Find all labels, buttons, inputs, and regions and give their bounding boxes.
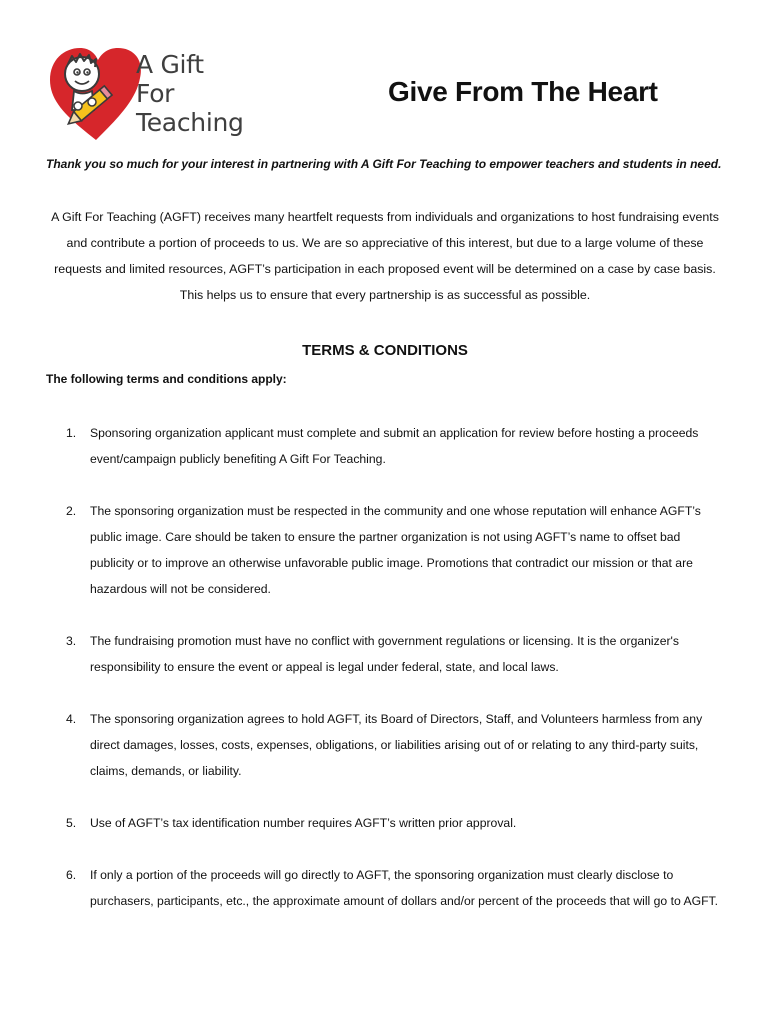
term-item-2: [66, 498, 726, 602]
terms-title: TERMS & CONDITIONS: [302, 342, 468, 359]
thank-you-line: Thank you so much for your interest in partnering with A Gift For Teaching to empower teachers and students in need.: [46, 157, 722, 171]
term-text: Use of AGFT’s tax identification number requires AGFT’s written prior approval.: [90, 816, 517, 830]
terms-subtitle: The following terms and conditions apply:: [46, 372, 287, 386]
term-text: Sponsoring organization applicant must complete and submit an application for review before hosting a proceeds event/campaign publicly benefiting A Gift For Teaching.: [90, 426, 699, 466]
term-item-6: [66, 862, 726, 914]
logo-line-1: A Gift: [136, 50, 204, 79]
logo-wordmark: [136, 50, 288, 137]
heart-kid-pencil-icon: [48, 44, 148, 144]
page-title: Give From The Heart: [388, 76, 658, 107]
term-text: The sponsoring organization must be respected in the community and one whose reputation will enhance AGFT’s public image. Care should be taken to ensure the partner organization is not using AGFT’s name to offset bad publicity or to improve an otherwise unfavorable public image. Promotions that contradict our mission or that are hazardous will not be considered.: [90, 504, 701, 596]
term-item-5: [66, 810, 726, 836]
term-item-1: [66, 420, 726, 472]
term-number: 1.: [66, 426, 77, 440]
term-number: 2.: [66, 504, 77, 518]
agft-logo: [48, 44, 288, 144]
term-text: If only a portion of the proceeds will go directly to AGFT, the sponsoring organization must clearly disclose to purchasers, participants, etc., the approximate amount of dollars and/or percent of the proceeds that will go to AGFT.: [90, 868, 718, 908]
term-number: 3.: [66, 634, 77, 648]
term-number: 5.: [66, 816, 77, 830]
term-item-3: [66, 628, 726, 680]
logo-line-2: For Teaching: [136, 79, 244, 137]
terms-list: [66, 420, 726, 940]
term-text: The sponsoring organization agrees to hold AGFT, its Board of Directors, Staff, and Volunteers harmless from any direct damages, losses, costs, expenses, obligations, or liabilities arising out of or relating to any third-party suits, claims, demands, or liability.: [90, 712, 703, 778]
term-item-4: [66, 706, 726, 784]
term-text: The fundraising promotion must have no conflict with government regulations or licensing. It is the organizer's responsibility to ensure the event or appeal is legal under federal, state, and local laws.: [90, 634, 679, 674]
intro-paragraph: A Gift For Teaching (AGFT) receives many heartfelt requests from individuals and organizations to host fundraising events and contribute a portion of proceeds to us. We are so appreciative of this interest, but due to a large volume of these requests and limited resources, AGFT’s participation in each proposed event will be determined on a case by case basis. This helps us to ensure that every partnership is as successful as possible.: [51, 210, 719, 302]
term-number: 4.: [66, 712, 77, 726]
term-number: 6.: [66, 868, 77, 882]
